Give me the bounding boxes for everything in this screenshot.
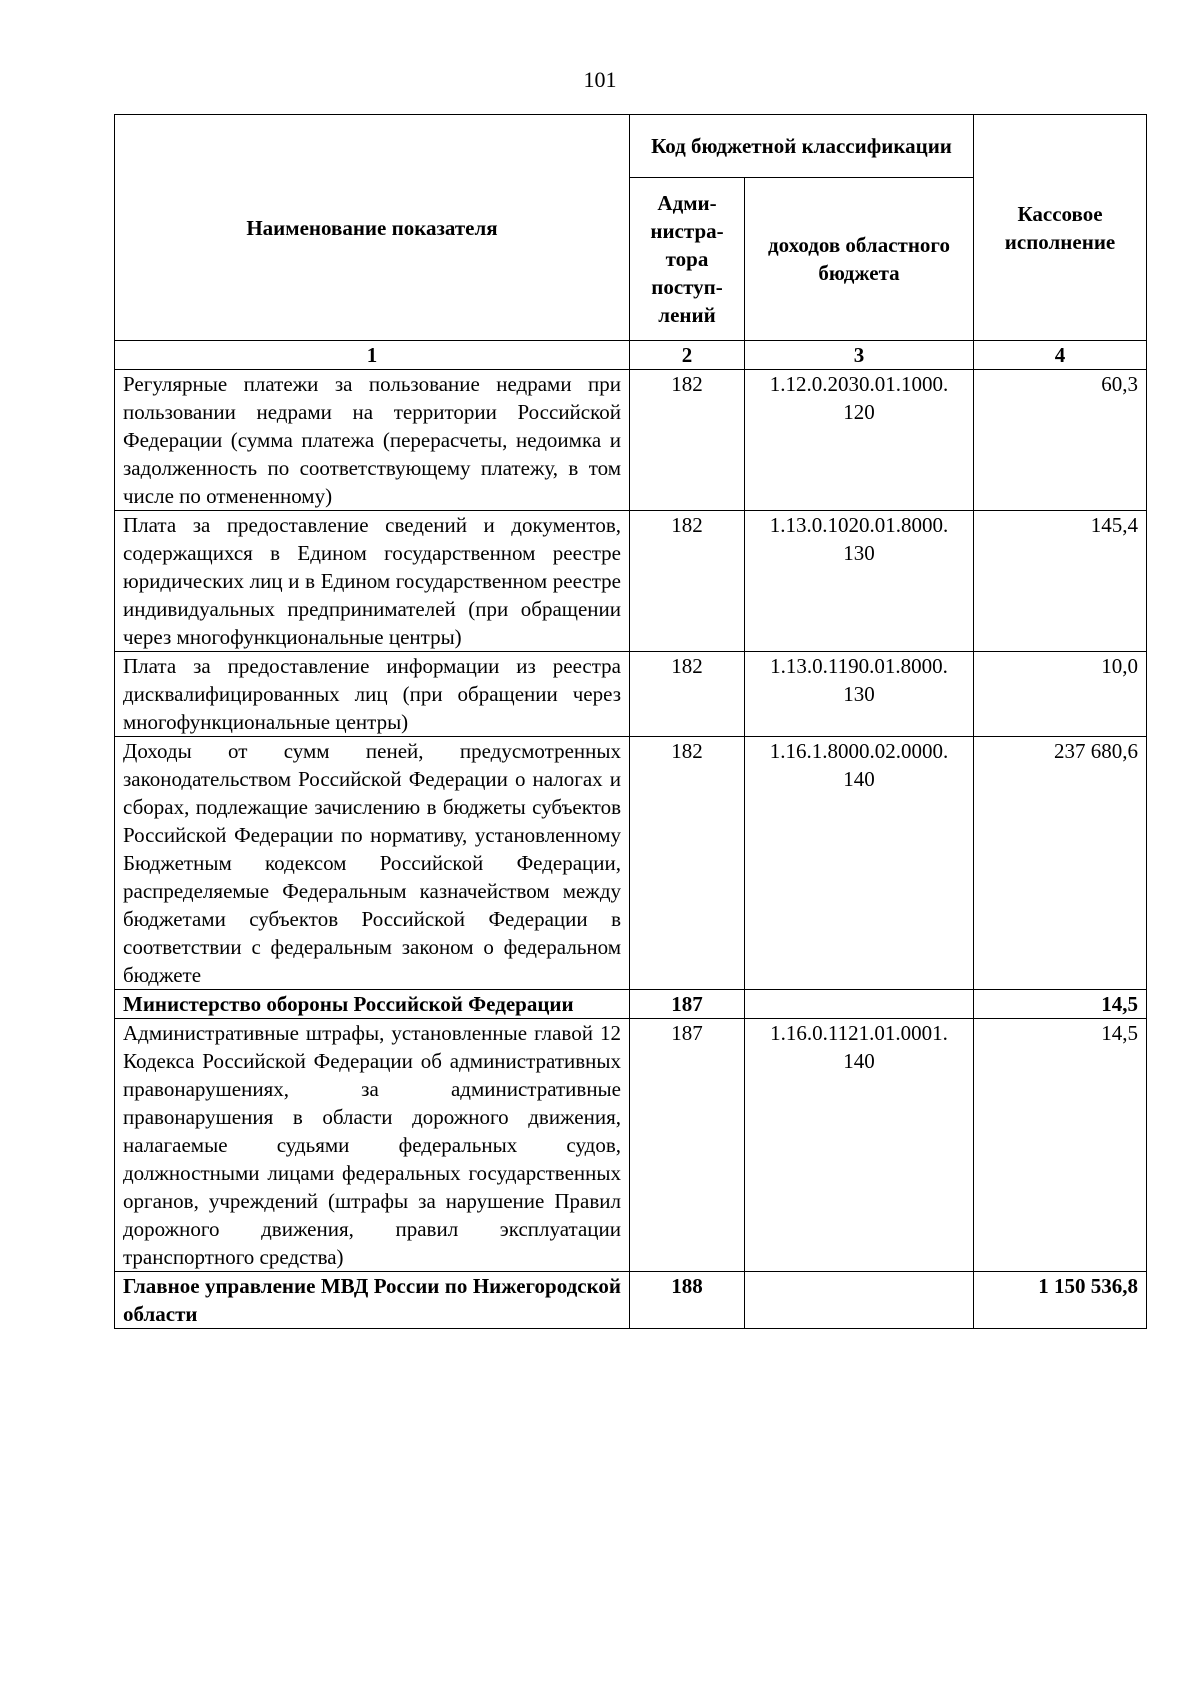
header-numbers xyxy=(115,341,1147,370)
table-row xyxy=(115,511,1147,652)
table-row-section xyxy=(115,1272,1147,1329)
table-body xyxy=(115,370,1147,1329)
header-income: доходов областного бюджета xyxy=(745,178,974,341)
header-amount: Кассовое исполнение xyxy=(974,115,1147,341)
row-code xyxy=(745,990,974,1019)
row-admin: 182 xyxy=(630,370,745,511)
header-code-group: Код бюджетной классификации xyxy=(630,115,974,178)
header-number-1: 1 xyxy=(115,341,630,370)
row-admin: 187 xyxy=(630,1019,745,1272)
row-amount: 237 680,6 xyxy=(974,737,1147,990)
row-code: 1.16.1.8000.02.0000. 140 xyxy=(745,737,974,990)
header-admin: Адми- нистра- тора поступ- лений xyxy=(630,178,745,341)
row-admin: 182 xyxy=(630,737,745,990)
row-admin: 187 xyxy=(630,990,745,1019)
row-code: 1.12.0.2030.01.1000. 120 xyxy=(745,370,974,511)
row-name: Главное управление МВД России по Нижегородской области xyxy=(115,1272,630,1329)
row-name: Министерство обороны Российской Федерации xyxy=(115,990,630,1019)
row-code: 1.13.0.1020.01.8000. 130 xyxy=(745,511,974,652)
row-code: 1.13.0.1190.01.8000. 130 xyxy=(745,652,974,737)
table-row-section xyxy=(115,990,1147,1019)
row-admin: 182 xyxy=(630,511,745,652)
table-row xyxy=(115,652,1147,737)
table-header xyxy=(115,115,1147,370)
row-code: 1.16.0.1121.01.0001. 140 xyxy=(745,1019,974,1272)
header-number-2: 2 xyxy=(630,341,745,370)
row-amount: 10,0 xyxy=(974,652,1147,737)
row-code xyxy=(745,1272,974,1329)
header-number-4: 4 xyxy=(974,341,1147,370)
table-row xyxy=(115,370,1147,511)
row-name: Плата за предоставление информации из реестра дисквалифицированных лиц (при обращении через многофункциональные центры) xyxy=(115,652,630,737)
row-amount: 14,5 xyxy=(974,1019,1147,1272)
page-number: 101 xyxy=(583,67,617,92)
row-amount: 1 150 536,8 xyxy=(974,1272,1147,1329)
row-admin: 188 xyxy=(630,1272,745,1329)
row-amount: 145,4 xyxy=(974,511,1147,652)
row-name: Административные штрафы, установленные главой 12 Кодекса Российской Федерации об административных правонарушениях, за административные правонарушения в области дорожного движения, налагаемые судьями федеральных судов, должностными лицами федеральных государственных органов, учреждений (штрафы за нарушение Правил дорожного движения, правил эксплуатации транспортного средства) xyxy=(115,1019,630,1272)
row-admin: 182 xyxy=(630,652,745,737)
row-amount: 14,5 xyxy=(974,990,1147,1019)
row-name: Доходы от сумм пеней, предусмотренных законодательством Российской Федерации о налогах и сборах, подлежащие зачислению в бюджеты субъектов Российской Федерации по нормативу, установленному Бюджетным кодексом Российской Федерации, распределяемые Федеральным казначейством между бюджетами субъектов Российской Федерации в соответствии с федеральным законом о федеральном бюджете xyxy=(115,737,630,990)
row-name: Регулярные платежи за пользование недрами при пользовании недрами на территории Российской Федерации (сумма платежа (перерасчеты, недоимка и задолженность по соответствующему платежу, в том числе по отмененному) xyxy=(115,370,630,511)
budget-table xyxy=(114,114,1147,1329)
header-name: Наименование показателя xyxy=(115,115,630,341)
table-row xyxy=(115,737,1147,990)
header-number-3: 3 xyxy=(745,341,974,370)
row-amount: 60,3 xyxy=(974,370,1147,511)
row-name: Плата за предоставление сведений и документов, содержащихся в Едином государственном реестре юридических лиц и в Едином государственном реестре индивидуальных предпринимателей (при обращении через многофункциональные центры) xyxy=(115,511,630,652)
table-row xyxy=(115,1019,1147,1272)
